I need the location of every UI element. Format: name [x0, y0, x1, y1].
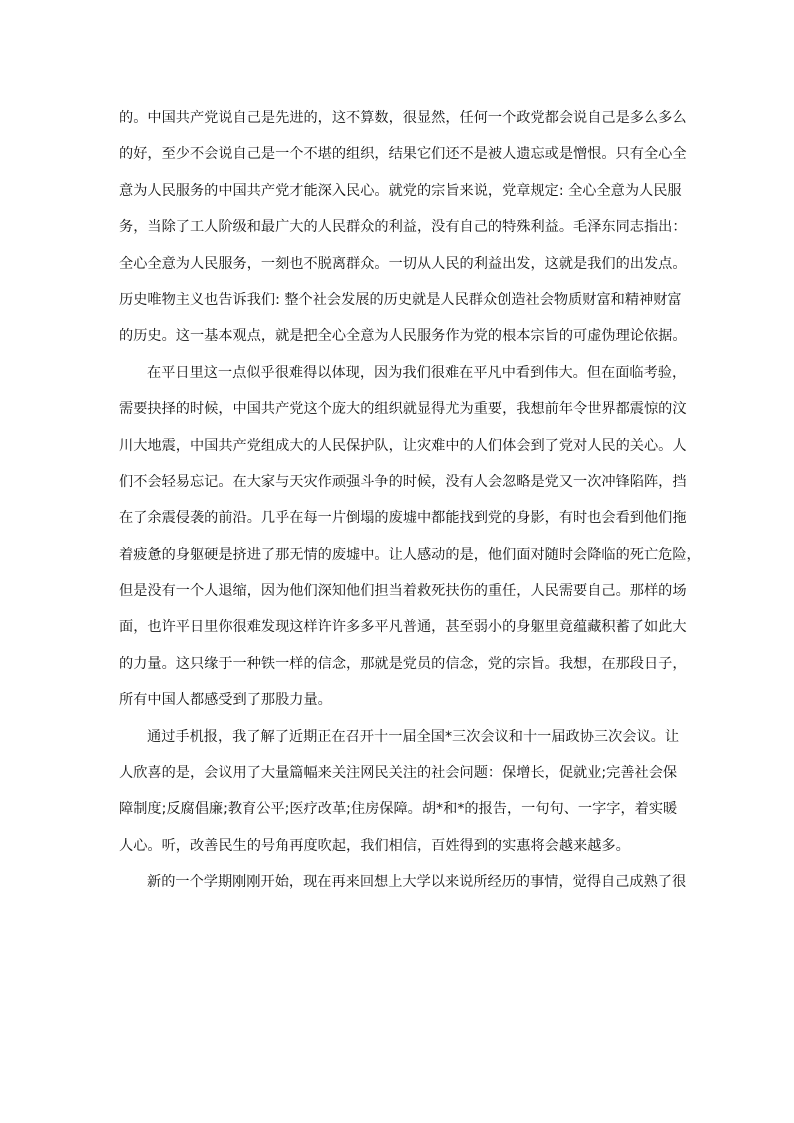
text-line: 需要抉择的时候，中国共产党这个庞大的组织就显得尤为重要，我想前年令世界都震惊的汶 — [119, 401, 687, 418]
text-line: 的。中国共产党说自己是先进的，这不算数，很显然，任何一个政党都会说自己是多么多么 — [119, 110, 687, 126]
text-line: 新的一个学期刚刚开始，现在再来回想上大学以来说所经历的事情，觉得自己成熟了很 — [147, 874, 687, 891]
paragraph-2 — [119, 355, 701, 719]
text-line: 所有中国人都感受到了那股力量。 — [119, 692, 332, 709]
text-line: 历史唯物主义也告诉我们: 整个社会发展的历史就是人民群众创造社会物质财富和精神财富 — [119, 291, 682, 308]
text-line: 的好，至少不会说自己是一个不堪的组织，结果它们还不是被人遗忘或是憎恨。只有全心全 — [119, 146, 687, 163]
text-line: 通过手机报，我了解了近期正在召开十一届全国*三次会议和十一届政协三次会议。让 — [147, 728, 680, 745]
paragraph-3 — [119, 719, 685, 865]
text-line: 意为人民服务的中国共产党才能深入民心。就党的宗旨来说，党章规定: 全心全意为人民服 — [119, 182, 682, 199]
text-line: 在平日里这一点似乎很难得以体现，因为我们很难在平凡中看到伟大。但在面临考验， — [147, 364, 687, 381]
text-line: 障制度;反腐倡廉;教育公平;医疗改革;住房保障。胡*和*的报告，一句句、一字字，着实暖 — [119, 801, 678, 818]
text-line: 们不会轻易忘记。在大家与天灾作顽强斗争的时候，没有人会忽略是党又一次冲锋陷阵，挡 — [119, 473, 687, 490]
text-line: 全心全意为人民服务，一刻也不脱离群众。一切从人民的利益出发，这就是我们的出发点。 — [119, 255, 687, 272]
text-line: 但是没有一个人退缩，因为他们深知他们担当着救死扶伤的重任，人民需要自己。那样的场 — [119, 583, 687, 600]
text-line: 面，也许平日里你很难发现这样许许多多平凡普通，甚至弱小的身躯里竟蕴藏积蓄了如此大 — [119, 619, 687, 636]
text-line: 人欣喜的是，会议用了大量篇幅来关注网民关注的社会问题：保增长，促就业;完善社会保 — [119, 765, 678, 782]
text-line: 川大地震，中国共产党组成大的人民保护队，让灾难中的人们体会到了党对人民的关心。人 — [119, 437, 687, 454]
text-line: 务，当除了工人阶级和最广大的人民群众的利益，没有自己的特殊利益。毛泽东同志指出： — [119, 219, 687, 236]
paragraph-1 — [119, 100, 685, 355]
text-line: 的历史。这一基本观点，就是把全心全意为人民服务作为党的根本宗旨的可虚伪理论依据。 — [119, 328, 687, 345]
text-line: 人心。听，改善民生的号角再度吹起，我们相信，百姓得到的实惠将会越来越多。 — [119, 837, 630, 854]
text-line: 的力量。这只缘于一种铁一样的信念，那就是党员的信念，党的宗旨。我想，在那段日子， — [119, 655, 687, 672]
text-line: 着疲惫的身躯硬是挤进了那无情的废墟中。让人感动的是，他们面对随时会降临的死亡危险， — [119, 546, 701, 563]
paragraph-4 — [119, 864, 685, 900]
document-body — [119, 100, 701, 901]
text-line: 在了余震侵袭的前沿。几乎在每一片倒塌的废墟中都能找到党的身影，有时也会看到他们拖 — [119, 510, 687, 527]
